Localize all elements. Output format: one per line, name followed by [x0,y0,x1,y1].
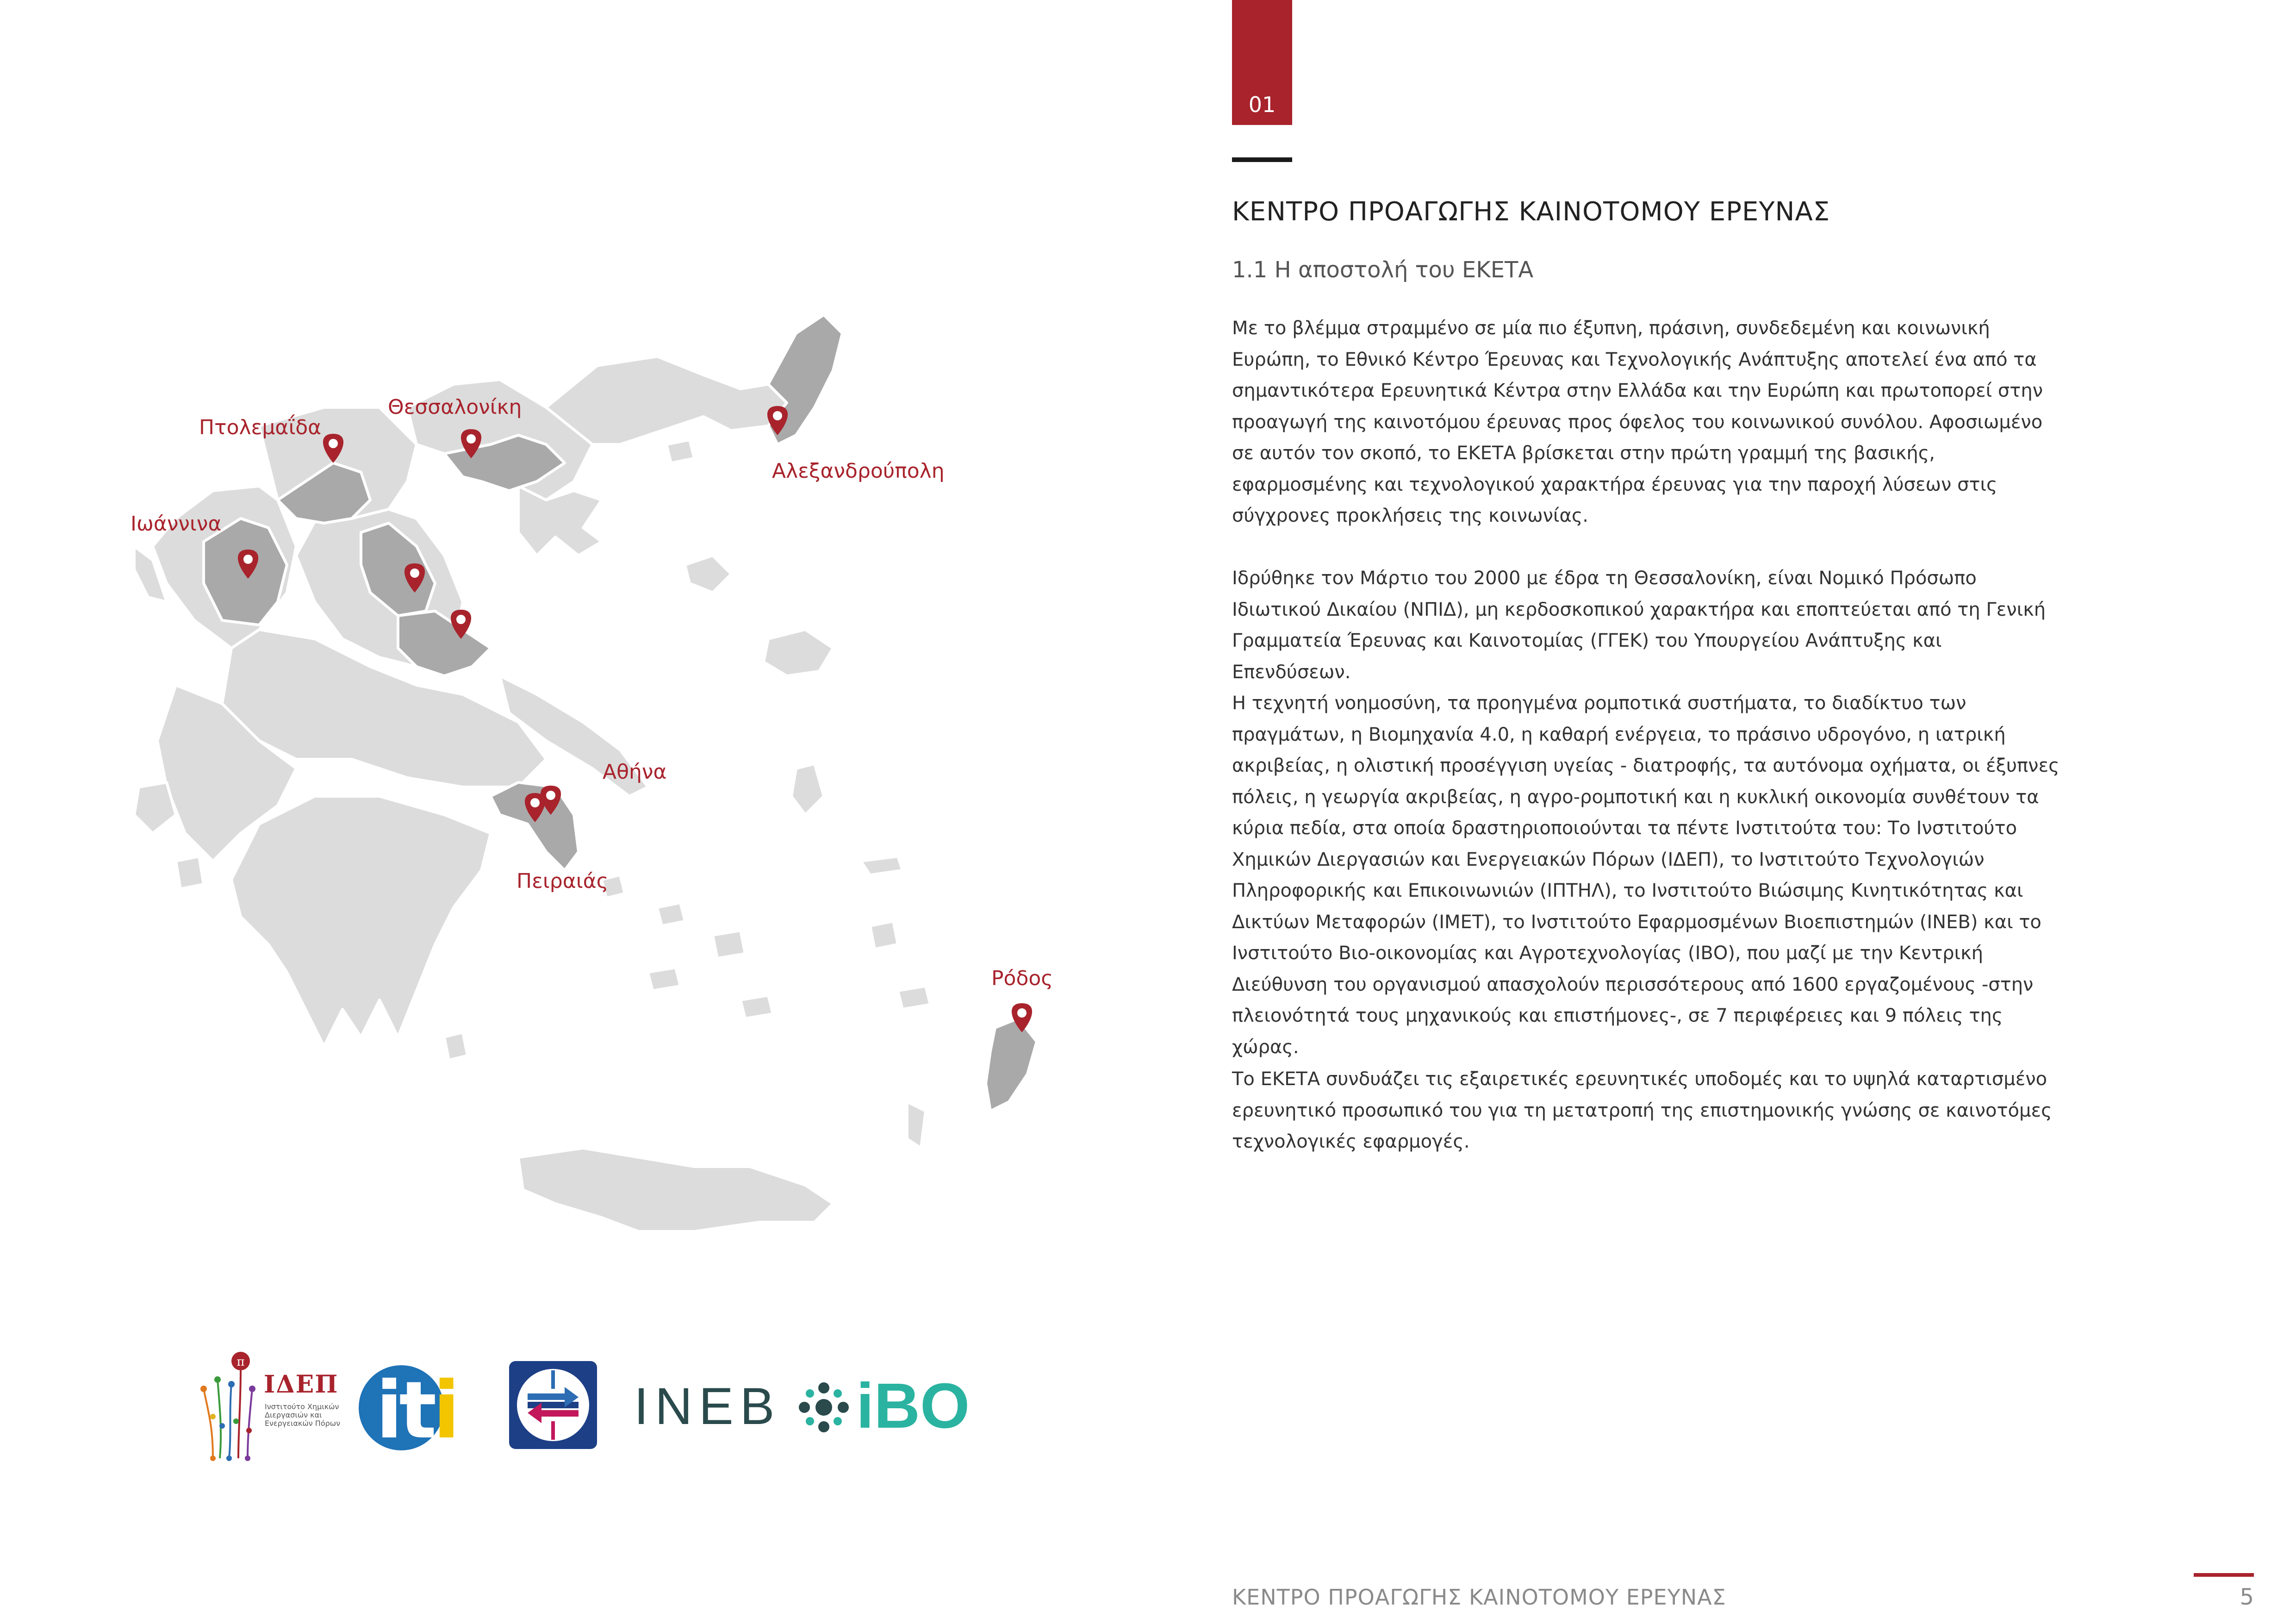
body-paragraph-2: Ιδρύθηκε τον Μάρτιο του 2000 με έδρα τη Θεσσαλονίκη, είναι Νομικό Πρόσωπο Ιδιωτικού Δικαίου (ΝΠΙΔ), μη κερδοσκοπικού χαρακτήρα και εποπτεύεται από τη Γενική Γραμματεία Έρευνας και Καινοτομίας (ΓΓΕΚ) του Υπουργείου Ανάπτυξης και Επενδύσεων. [1232,568,2046,683]
region-cyclades-5 [740,995,773,1018]
chapter-number: 01 [1248,92,1276,117]
region-cyclades-4 [648,968,680,991]
imet-logo-icon [509,1361,597,1449]
ibo-wordmark: iBO [856,1370,970,1442]
idep-logo-icon [194,1347,264,1468]
title-divider [1232,157,1292,162]
city-label-rhodes: Ρόδος [991,967,1053,990]
region-cyclades-2 [657,903,685,926]
region-dodecanese-2 [898,986,930,1009]
region-samos [861,856,902,875]
body-paragraph-4: Το ΕΚΕΤΑ συνδυάζει τις εξαιρετικές ερευνητικές υποδομές και το υψηλά καταρτισμένο ερευνητικό προσωπικό του για τη μετατροπή της επιστημονικής γνώσης σε καινοτόμες τεχνολογικές εφαρμογές. [1232,1068,2052,1152]
city-label-ptolemaida: Πτολεμαΐδα [199,416,322,439]
region-crete [518,1148,833,1231]
page-title: ΚΕΝΤΡΟ ΠΡΟΑΓΩΓΗΣ ΚΑΙΝΟΤΟΜΟΥ ΕΡΕΥΝΑΣ [1232,197,1830,227]
region-kefalonia [134,782,176,833]
footer-title: ΚΕΝΤΡΟ ΠΡΟΑΓΩΓΗΣ ΚΑΙΝΟΤΟΜΟΥ ΕΡΕΥΝΑΣ [1232,1585,1726,1610]
svg-text:π: π [236,1355,245,1369]
region-thasos [666,440,694,463]
region-dodecanese-1 [870,921,898,949]
iti-letter-i: i [376,1365,399,1456]
city-label-thessaloniki: Θεσσαλονίκη [388,395,522,419]
region-limnos [685,556,731,593]
region-chalkidiki [518,486,602,556]
city-label-ioannina: Ιωάννινα [131,512,222,536]
region-east-macedonia [546,356,787,444]
section-subtitle: 1.1 Η αποστολή του ΕΚΕΤΑ [1232,257,1534,283]
region-kythira [444,1032,467,1060]
ibo-logo-icon [796,1380,852,1435]
body-paragraph-1: Με το βλέμμα στραμμένο σε μία πιο έξυπνη, πράσινη, συνδεδεμένη και κοινωνική Ευρώπη, το Εθνικό Κέντρο Έρευνας και Τεχνολογικής Ανάπτυξης αποτελεί ένα από τα σημαντικότερα Ερευνητικά Κέντρα στην Ελλάδα και την Ευρώπη και πρωτοπορεί στην προαγωγή της καινοτόμου έρευνας προς όφελος του κοινωνικού συνόλου. Αφοσιωμένο σε αυτόν τον σκοπό, το ΕΚΕΤΑ βρίσκεται στην πρώτη γραμμή της βασικής, εφαρμοσμένης και τεχνολογικού χαρακτήρα έρευνας για την παροχή λύσεων στις σύγχρονες προκλήσεις της κοινωνίας. [1232,318,2043,526]
region-karpathos [907,1102,926,1148]
page-number: 5 [2240,1584,2254,1610]
region-rhodes-highlight [986,1018,1037,1111]
iti-letter-t: t [399,1365,433,1456]
city-label-athens: Αθήνα [603,760,667,784]
region-cyclades-3 [713,931,745,958]
city-label-piraeus: Πειραιάς [516,869,609,893]
footer-accent-rule [2194,1573,2254,1577]
region-zakynthos [176,856,204,889]
institute-logos [194,1338,1027,1477]
idep-subtitle: Ινστιτούτο Χημικών Διεργασιών και Ενεργειακών Πόρων [265,1402,341,1428]
idep-acronym: ΙΔΕΠ [264,1370,339,1399]
greece-map [0,0,1111,1319]
iti-letter-i2: i [433,1365,456,1456]
region-chios [791,764,824,815]
body-paragraph-3: Η τεχνητή νοημοσύνη, τα προηγμένα ρομποτικά συστήματα, το διαδίκτυο των πραγμάτων, η Βιομηχανία 4.0, η καθαρή ενέργεια, το πράσινο υδρογόνο, η ιατρική ακριβείας, η ολιστική προσέγγιση υγείας - διατροφής, τα αυτόνομα οχήματα, οι έξυπνες πόλεις, η γεωργία ακριβείας, η αγρο-ρομποτική και η κυκλική οικονομία συνθέτουν τα κύρια πεδία, στα οποία δραστηριοποιούνται τα πέντε Ινστιτούτα του: Το Ινστιτούτο Χημικών Διεργασιών και Ενεργειακών Πόρων (ΙΔΕΠ), το Ινστιτούτο Τεχνολογιών Πληροφορικής και Επικοινωνιών (ΙΠΤΗΛ), το Ινστιτούτο Βιώσιμης Κινητικότητας και Δικτύων Μεταφορών (ΙΜΕΤ), το Ινστιτούτο Εφαρμοσμένων Βιοεπιστημών (ΙΝΕΒ) και το Ινστιτούτο Βιο-οικονομίας και Αγροτεχνολογίας (ΙΒΟ), που μαζί με την Κεντρική Διεύθυνση του οργανισμού απασχολούν περισσότερους από 1600 εργαζομένους -στην πλειονότητά τους μηχανικούς και επιστήμονες-, σε 7 περιφέρειες και 9 πόλεις της χώρας. [1232,693,2060,1058]
ineb-wordmark: INEB [634,1377,781,1435]
iti-wordmark [376,1365,456,1456]
city-label-alexandroupoli: Αλεξανδρούπολη [772,459,945,483]
region-peloponnese [231,796,491,1046]
region-lesvos [764,630,833,676]
